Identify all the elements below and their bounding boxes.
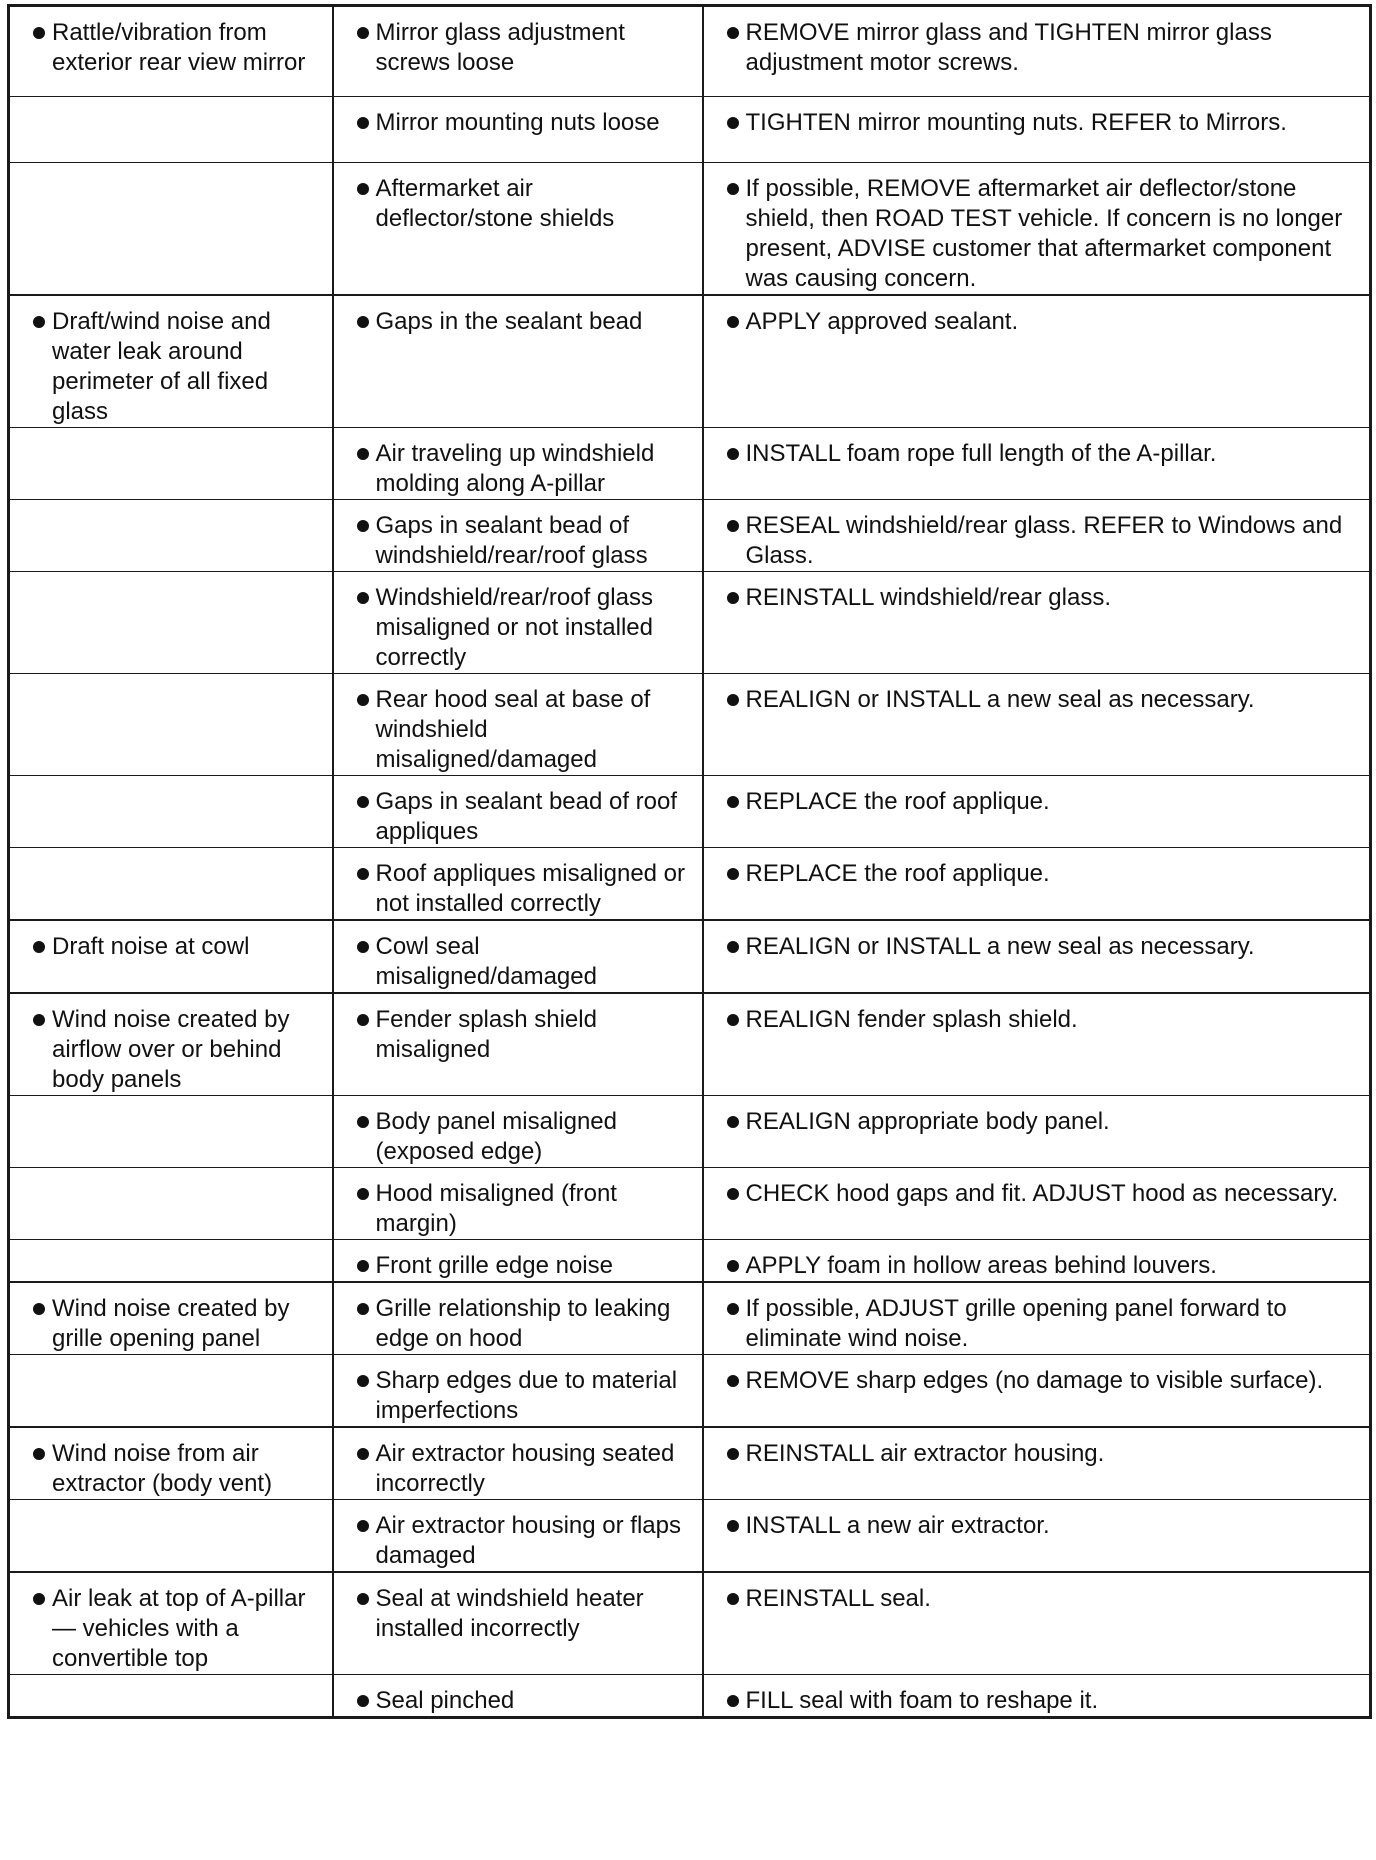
- bullet-icon: [727, 1695, 739, 1707]
- bullet-item: [342, 932, 694, 992]
- bullet-item: [712, 1294, 1362, 1354]
- bullet-icon: [727, 1520, 739, 1532]
- bullet-text: Gaps in sealant bead of roof appliques: [375, 788, 678, 845]
- bullet-item: [712, 18, 1362, 78]
- bullet-text: Body panel misaligned (exposed edge): [375, 1108, 617, 1165]
- action-cell: [703, 428, 1371, 500]
- bullet-icon: [727, 1014, 739, 1026]
- condition-cell: [9, 295, 333, 428]
- bullet-item: [342, 439, 694, 499]
- bullet-text: Gaps in sealant bead of windshield/rear/roof glass: [375, 512, 648, 569]
- possible-source-cell: [333, 428, 703, 500]
- bullet-item: [712, 1005, 1362, 1035]
- bullet-text: Cowl seal misaligned/damaged: [375, 933, 597, 990]
- table-row: [9, 848, 1371, 921]
- condition-cell: [9, 163, 333, 296]
- bullet-text: If possible, ADJUST grille opening panel forward to eliminate wind noise.: [745, 1295, 1287, 1352]
- condition-cell: [9, 6, 333, 97]
- possible-source-cell: [333, 97, 703, 163]
- bullet-text: REMOVE sharp edges (no damage to visible surface).: [745, 1367, 1324, 1394]
- bullet-text: Wind noise from air extractor (body vent): [52, 1440, 273, 1497]
- diagnosis-table: [7, 4, 1372, 1719]
- action-cell: [703, 920, 1371, 993]
- table-row: [9, 6, 1371, 97]
- bullet-text: TIGHTEN mirror mounting nuts. REFER to Mirrors.: [745, 109, 1287, 136]
- bullet-text: FILL seal with foam to reshape it.: [745, 1687, 1099, 1714]
- bullet-text: INSTALL a new air extractor.: [745, 1512, 1050, 1539]
- condition-cell: [9, 428, 333, 500]
- table-row: [9, 1572, 1371, 1675]
- bullet-icon: [727, 1593, 739, 1605]
- possible-source-cell: [333, 1240, 703, 1283]
- bullet-text: REALIGN or INSTALL a new seal as necessary.: [745, 933, 1255, 960]
- bullet-text: Wind noise created by grille opening panel: [52, 1295, 290, 1352]
- bullet-text: Draft/wind noise and water leak around perimeter of all fixed glass: [52, 308, 271, 425]
- bullet-icon: [357, 183, 369, 195]
- condition-cell: [9, 1168, 333, 1240]
- bullet-icon: [357, 941, 369, 953]
- bullet-text: RESEAL windshield/rear glass. REFER to Windows and Glass.: [745, 512, 1343, 569]
- bullet-icon: [727, 694, 739, 706]
- bullet-text: Sharp edges due to material imperfections: [375, 1367, 678, 1424]
- bullet-item: [712, 1366, 1362, 1396]
- bullet-item: [342, 1439, 694, 1499]
- bullet-icon: [357, 1375, 369, 1387]
- bullet-icon: [357, 1520, 369, 1532]
- possible-source-cell: [333, 1572, 703, 1675]
- bullet-item: [712, 439, 1362, 469]
- condition-cell: [9, 1240, 333, 1283]
- bullet-icon: [727, 941, 739, 953]
- table-row: [9, 674, 1371, 776]
- bullet-text: Air extractor housing seated incorrectly: [375, 1440, 675, 1497]
- bullet-item: [342, 1584, 694, 1644]
- action-cell: [703, 1675, 1371, 1718]
- table-row: [9, 1675, 1371, 1718]
- bullet-item: [712, 1107, 1362, 1137]
- bullet-text: REALIGN appropriate body panel.: [745, 1108, 1110, 1135]
- bullet-icon: [357, 1448, 369, 1460]
- bullet-text: Air leak at top of A-pillar— vehicles with a convertible top: [52, 1585, 306, 1672]
- table-row: [9, 1240, 1371, 1283]
- bullet-text: REPLACE the roof applique.: [745, 788, 1050, 815]
- possible-source-cell: [333, 163, 703, 296]
- diagnosis-table-page: [7, 4, 1369, 1719]
- bullet-icon: [33, 27, 45, 39]
- bullet-item: [18, 1439, 324, 1499]
- bullet-item: [342, 18, 694, 78]
- table-row: [9, 163, 1371, 296]
- bullet-item: [342, 685, 694, 775]
- bullet-icon: [33, 316, 45, 328]
- bullet-item: [712, 1511, 1362, 1541]
- bullet-icon: [357, 316, 369, 328]
- action-cell: [703, 6, 1371, 97]
- bullet-icon: [727, 183, 739, 195]
- bullet-text: Fender splash shield misaligned: [375, 1006, 597, 1063]
- possible-source-cell: [333, 572, 703, 674]
- bullet-icon: [357, 27, 369, 39]
- bullet-icon: [727, 592, 739, 604]
- possible-source-cell: [333, 1355, 703, 1428]
- bullet-text: Roof appliques misaligned or not installed correctly: [375, 860, 686, 917]
- condition-cell: [9, 1282, 333, 1355]
- bullet-icon: [357, 1303, 369, 1315]
- bullet-text: REPLACE the roof applique.: [745, 860, 1050, 887]
- table-row: [9, 1500, 1371, 1573]
- table-row: [9, 1355, 1371, 1428]
- bullet-item: [712, 1439, 1362, 1469]
- possible-source-cell: [333, 295, 703, 428]
- bullet-icon: [727, 1303, 739, 1315]
- bullet-text: APPLY approved sealant.: [745, 308, 1019, 335]
- bullet-item: [18, 307, 324, 427]
- bullet-icon: [357, 117, 369, 129]
- bullet-icon: [727, 1448, 739, 1460]
- bullet-item: [342, 583, 694, 673]
- bullet-icon: [727, 117, 739, 129]
- bullet-text: Seal at windshield heater installed incorrectly: [375, 1585, 644, 1642]
- bullet-text: Mirror glass adjustment screws loose: [375, 19, 625, 76]
- condition-cell: [9, 1427, 333, 1500]
- bullet-item: [342, 108, 694, 138]
- bullet-text: REINSTALL windshield/rear glass.: [745, 584, 1111, 611]
- bullet-text: INSTALL foam rope full length of the A-pillar.: [745, 440, 1217, 467]
- action-cell: [703, 993, 1371, 1096]
- bullet-text: If possible, REMOVE aftermarket air deflector/stone shield, then ROAD TEST vehicle. If concern is no longer present, ADVISE customer that aftermarket component was causing concern.: [745, 175, 1343, 292]
- possible-source-cell: [333, 1675, 703, 1718]
- table-row: [9, 920, 1371, 993]
- bullet-text: Grille relationship to leaking edge on hood: [375, 1295, 671, 1352]
- bullet-item: [342, 1294, 694, 1354]
- bullet-icon: [33, 1593, 45, 1605]
- bullet-icon: [727, 1116, 739, 1128]
- bullet-item: [342, 511, 694, 571]
- bullet-item: [712, 685, 1362, 715]
- bullet-item: [342, 1511, 694, 1571]
- condition-cell: [9, 1096, 333, 1168]
- possible-source-cell: [333, 1096, 703, 1168]
- bullet-item: [342, 1251, 694, 1281]
- bullet-text: Rattle/vibration from exterior rear view mirror: [52, 19, 306, 76]
- bullet-text: Hood misaligned (front margin): [375, 1180, 617, 1237]
- condition-cell: [9, 674, 333, 776]
- possible-source-cell: [333, 1427, 703, 1500]
- bullet-text: REALIGN or INSTALL a new seal as necessary.: [745, 686, 1255, 713]
- action-cell: [703, 1168, 1371, 1240]
- bullet-text: REALIGN fender splash shield.: [745, 1006, 1078, 1033]
- bullet-icon: [357, 1116, 369, 1128]
- bullet-item: [712, 932, 1362, 962]
- action-cell: [703, 776, 1371, 848]
- bullet-item: [342, 1366, 694, 1426]
- bullet-item: [712, 307, 1362, 337]
- bullet-icon: [727, 448, 739, 460]
- action-cell: [703, 1355, 1371, 1428]
- action-cell: [703, 1282, 1371, 1355]
- bullet-icon: [727, 27, 739, 39]
- bullet-item: [712, 108, 1362, 138]
- possible-source-cell: [333, 674, 703, 776]
- bullet-item: [18, 18, 324, 78]
- bullet-icon: [727, 868, 739, 880]
- possible-source-cell: [333, 920, 703, 993]
- action-cell: [703, 1572, 1371, 1675]
- possible-source-cell: [333, 1500, 703, 1573]
- table-row: [9, 572, 1371, 674]
- bullet-icon: [727, 316, 739, 328]
- condition-cell: [9, 1500, 333, 1573]
- possible-source-cell: [333, 993, 703, 1096]
- bullet-item: [18, 1294, 324, 1354]
- possible-source-cell: [333, 1282, 703, 1355]
- condition-cell: [9, 1675, 333, 1718]
- bullet-item: [712, 1584, 1362, 1614]
- bullet-text: Air traveling up windshield molding along A-pillar: [375, 440, 655, 497]
- table-row: [9, 993, 1371, 1096]
- bullet-text: Windshield/rear/roof glass misaligned or not installed correctly: [375, 584, 653, 671]
- bullet-icon: [357, 1260, 369, 1272]
- bullet-text: Front grille edge noise: [375, 1252, 613, 1279]
- action-cell: [703, 1427, 1371, 1500]
- bullet-item: [712, 1251, 1362, 1281]
- bullet-item: [18, 1005, 324, 1095]
- action-cell: [703, 1096, 1371, 1168]
- action-cell: [703, 848, 1371, 921]
- bullet-item: [342, 1107, 694, 1167]
- bullet-item: [712, 583, 1362, 613]
- condition-cell: [9, 1572, 333, 1675]
- condition-cell: [9, 1355, 333, 1428]
- bullet-item: [342, 174, 694, 234]
- bullet-icon: [357, 592, 369, 604]
- possible-source-cell: [333, 848, 703, 921]
- condition-cell: [9, 848, 333, 921]
- bullet-icon: [33, 1014, 45, 1026]
- action-cell: [703, 1500, 1371, 1573]
- bullet-icon: [357, 868, 369, 880]
- bullet-icon: [33, 1448, 45, 1460]
- bullet-item: [342, 1686, 694, 1716]
- condition-cell: [9, 500, 333, 572]
- possible-source-cell: [333, 1168, 703, 1240]
- bullet-icon: [357, 520, 369, 532]
- bullet-text: Aftermarket air deflector/stone shields: [375, 175, 615, 232]
- bullet-item: [342, 859, 694, 919]
- bullet-text: CHECK hood gaps and fit. ADJUST hood as necessary.: [745, 1180, 1339, 1207]
- bullet-icon: [357, 448, 369, 460]
- table-row: [9, 97, 1371, 163]
- action-cell: [703, 163, 1371, 296]
- condition-cell: [9, 97, 333, 163]
- bullet-item: [18, 1584, 324, 1674]
- diagnosis-table-body: [9, 6, 1371, 1718]
- condition-cell: [9, 920, 333, 993]
- action-cell: [703, 295, 1371, 428]
- bullet-item: [18, 932, 324, 962]
- condition-cell: [9, 572, 333, 674]
- action-cell: [703, 1240, 1371, 1283]
- bullet-item: [342, 1179, 694, 1239]
- possible-source-cell: [333, 500, 703, 572]
- bullet-icon: [357, 694, 369, 706]
- table-row: [9, 500, 1371, 572]
- action-cell: [703, 97, 1371, 163]
- bullet-icon: [357, 1014, 369, 1026]
- possible-source-cell: [333, 776, 703, 848]
- bullet-item: [712, 787, 1362, 817]
- bullet-text: Draft noise at cowl: [52, 933, 250, 960]
- table-row: [9, 1096, 1371, 1168]
- bullet-text: REMOVE mirror glass and TIGHTEN mirror glass adjustment motor screws.: [745, 19, 1272, 76]
- bullet-icon: [357, 796, 369, 808]
- bullet-icon: [727, 1375, 739, 1387]
- bullet-icon: [357, 1188, 369, 1200]
- table-row: [9, 1427, 1371, 1500]
- bullet-text: Mirror mounting nuts loose: [375, 109, 660, 136]
- bullet-text: APPLY foam in hollow areas behind louvers.: [745, 1252, 1217, 1279]
- table-row: [9, 428, 1371, 500]
- table-row: [9, 1282, 1371, 1355]
- action-cell: [703, 572, 1371, 674]
- bullet-item: [342, 307, 694, 337]
- bullet-text: Rear hood seal at base of windshield misaligned/damaged: [375, 686, 651, 773]
- bullet-icon: [33, 941, 45, 953]
- bullet-item: [342, 1005, 694, 1065]
- possible-source-cell: [333, 6, 703, 97]
- condition-cell: [9, 993, 333, 1096]
- table-row: [9, 295, 1371, 428]
- bullet-icon: [727, 1188, 739, 1200]
- bullet-item: [342, 787, 694, 847]
- bullet-item: [712, 511, 1362, 571]
- bullet-icon: [727, 796, 739, 808]
- table-row: [9, 776, 1371, 848]
- bullet-icon: [727, 1260, 739, 1272]
- bullet-item: [712, 1686, 1362, 1716]
- bullet-icon: [357, 1593, 369, 1605]
- bullet-text: Gaps in the sealant bead: [375, 308, 643, 335]
- bullet-icon: [727, 520, 739, 532]
- bullet-text: Air extractor housing or flaps damaged: [375, 1512, 681, 1569]
- bullet-text: REINSTALL air extractor housing.: [745, 1440, 1105, 1467]
- bullet-item: [712, 859, 1362, 889]
- bullet-text: Seal pinched: [375, 1687, 515, 1714]
- bullet-icon: [33, 1303, 45, 1315]
- bullet-item: [712, 1179, 1362, 1209]
- action-cell: [703, 674, 1371, 776]
- condition-cell: [9, 776, 333, 848]
- table-row: [9, 1168, 1371, 1240]
- bullet-text: Wind noise created by airflow over or behind body panels: [52, 1006, 290, 1093]
- bullet-text: REINSTALL seal.: [745, 1585, 931, 1612]
- bullet-item: [712, 174, 1362, 294]
- action-cell: [703, 500, 1371, 572]
- bullet-icon: [357, 1695, 369, 1707]
